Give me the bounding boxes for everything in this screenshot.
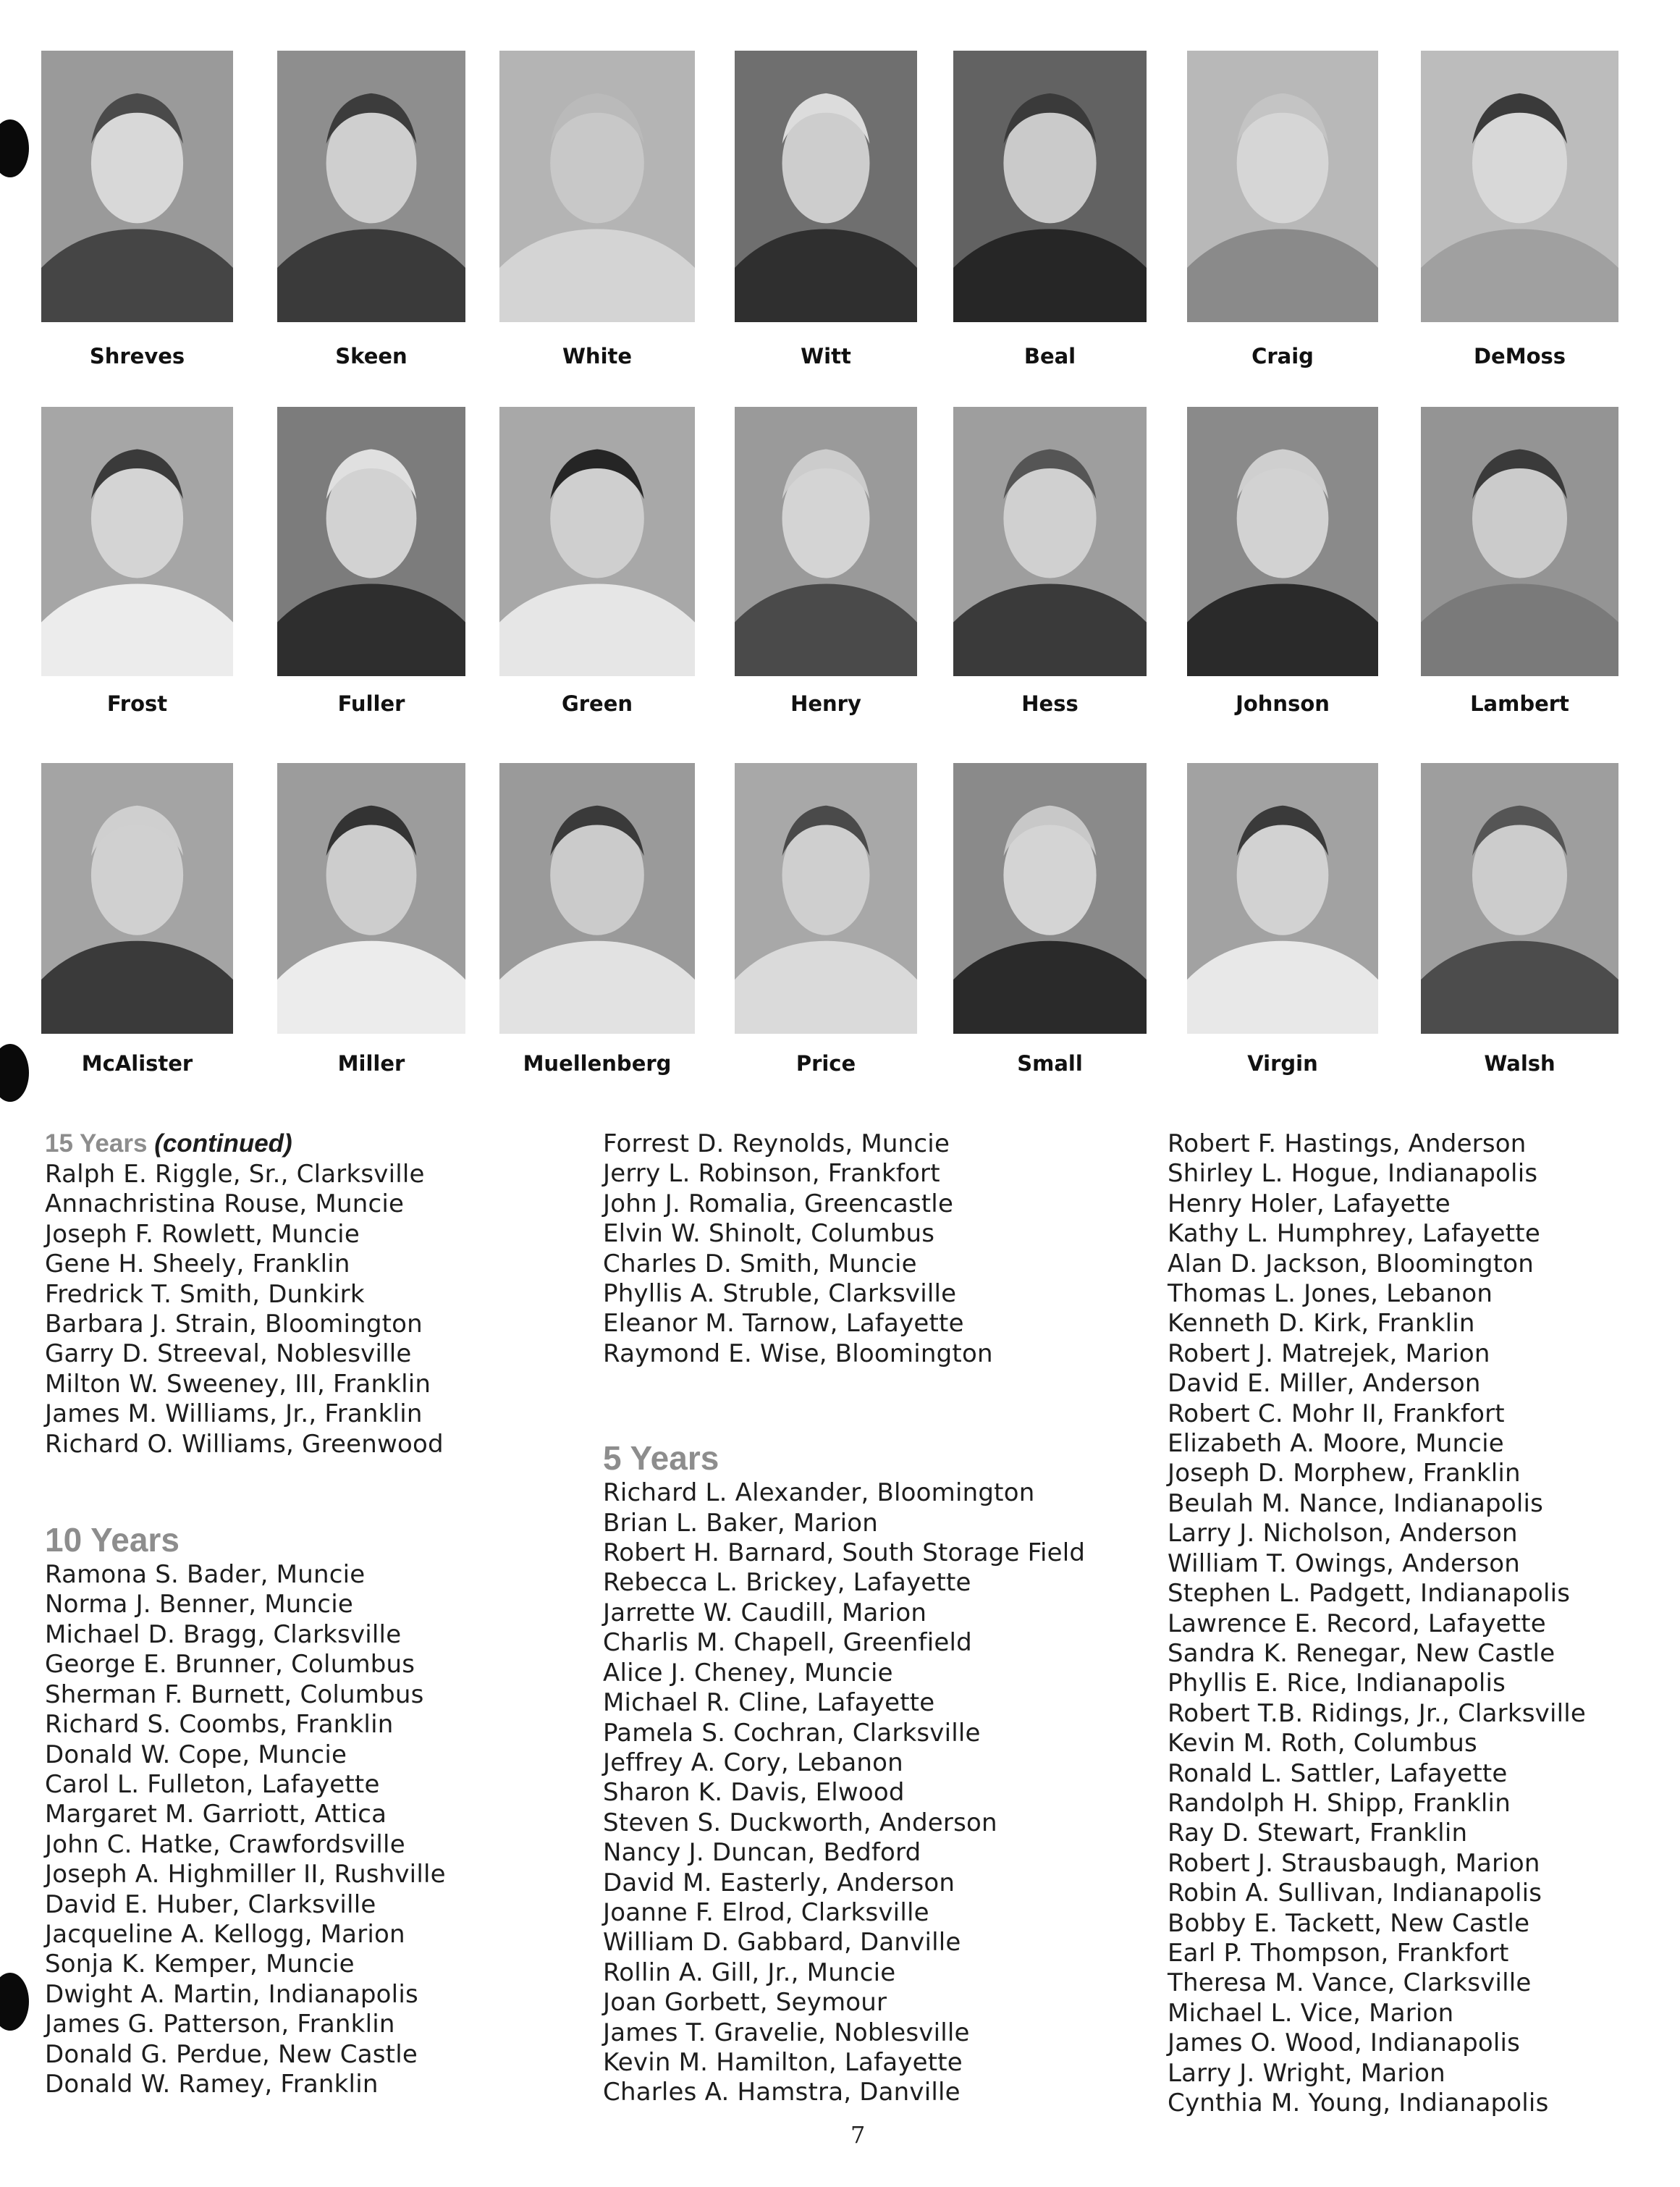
list-item: Richard L. Alexander, Bloomington (603, 1478, 1035, 1508)
list-item: Milton W. Sweeney, III, Franklin (45, 1369, 431, 1399)
portrait-caption: Johnson (1236, 691, 1330, 716)
portrait-cell (1421, 407, 1618, 725)
list-item: Phyllis A. Struble, Clarksville (603, 1279, 957, 1309)
column-right (1168, 1129, 1586, 2118)
list-15-years-continued (603, 1129, 1085, 1369)
list-item: Joanne F. Elrod, Clarksville (603, 1897, 929, 1927)
list-item: Ronald L. Sattler, Lafayette (1168, 1758, 1508, 1788)
list-item: Carol L. Fulleton, Lafayette (45, 1769, 380, 1799)
heading-15-label: 15 Years (45, 1129, 148, 1158)
list-item: Rollin A. Gill, Jr., Muncie (603, 1958, 896, 1987)
portrait-photo (1421, 407, 1618, 676)
portrait-caption: Miller (337, 1051, 405, 1076)
list-item: Jeffrey A. Cory, Lebanon (603, 1748, 903, 1777)
list-5-years-continued (1168, 1129, 1586, 2118)
list-item: Donald G. Perdue, New Castle (45, 2039, 418, 2069)
list-item: George E. Brunner, Columbus (45, 1650, 415, 1680)
list-item: Elizabeth A. Moore, Muncie (1168, 1429, 1504, 1459)
portrait-cell (277, 763, 465, 1082)
portrait-photo (953, 407, 1147, 676)
portrait-caption: Witt (801, 344, 851, 368)
list-item: Joseph F. Rowlett, Muncie (45, 1219, 360, 1249)
portrait-caption: Green (561, 691, 633, 716)
portrait-photo (953, 763, 1147, 1034)
list-item: Jerry L. Robinson, Frankfort (603, 1159, 940, 1189)
list-item: Forrest D. Reynolds, Muncie (603, 1129, 950, 1158)
list-item: James T. Gravelie, Noblesville (603, 2018, 970, 2047)
list-item: William T. Owings, Anderson (1168, 1548, 1520, 1578)
list-item: Larry J. Nicholson, Anderson (1168, 1519, 1518, 1548)
portrait-caption: Skeen (335, 344, 408, 368)
list-10-years (45, 1560, 446, 2099)
list-item: Sharon K. Davis, Elwood (603, 1778, 905, 1808)
portrait-photo (499, 763, 695, 1034)
list-item: Fredrick T. Smith, Dunkirk (45, 1279, 365, 1309)
portrait-caption: Price (795, 1051, 856, 1076)
list-item: John C. Hatke, Crawfordsville (45, 1829, 405, 1859)
list-item: Rebecca L. Brickey, Lafayette (603, 1568, 971, 1598)
list-item: Beulah M. Nance, Indianapolis (1168, 1488, 1544, 1518)
portrait-photo (1421, 51, 1618, 322)
list-5-years (603, 1478, 1085, 2108)
section-heading-15-years (45, 1128, 446, 1160)
list-item: Sandra K. Renegar, New Castle (1168, 1638, 1556, 1668)
list-item: Charles D. Smith, Muncie (603, 1249, 917, 1278)
portrait-caption: Fuller (337, 691, 405, 716)
list-item: Charlis M. Chapell, Greenfield (603, 1628, 972, 1658)
portrait-caption: Virgin (1247, 1051, 1318, 1076)
list-item: Dwight A. Martin, Indianapolis (45, 1979, 418, 2009)
column-middle (603, 1129, 1085, 2108)
list-item: Norma J. Benner, Muncie (45, 1590, 353, 1619)
portrait-cell (1187, 51, 1378, 369)
portrait-cell (499, 407, 695, 725)
list-item: Kathy L. Humphrey, Lafayette (1168, 1219, 1540, 1249)
list-item: Robin A. Sullivan, Indianapolis (1168, 1879, 1542, 1908)
list-item: Alice J. Cheney, Muncie (603, 1658, 893, 1687)
list-item: Larry J. Wright, Marion (1168, 2058, 1445, 2088)
list-item: Michael D. Bragg, Clarksville (45, 1619, 402, 1649)
portrait-photo (1421, 763, 1618, 1034)
portrait-cell (953, 407, 1147, 725)
list-item: Ralph E. Riggle, Sr., Clarksville (45, 1160, 425, 1189)
portrait-caption: White (562, 344, 633, 368)
list-15-years (45, 1160, 446, 1459)
list-item: Lawrence E. Record, Lafayette (1168, 1609, 1546, 1638)
list-item: Raymond E. Wise, Bloomington (603, 1339, 993, 1368)
list-item: Richard S. Coombs, Franklin (45, 1710, 394, 1740)
list-item: Earl P. Thompson, Frankfort (1168, 1938, 1509, 1968)
list-item: Jacqueline A. Kellogg, Marion (45, 1919, 405, 1949)
list-item: Kevin M. Hamilton, Lafayette (603, 2047, 963, 2077)
list-item: Donald W. Ramey, Franklin (45, 2069, 379, 2099)
portrait-caption: Henry (790, 691, 861, 716)
list-item: Thomas L. Jones, Lebanon (1168, 1279, 1493, 1309)
portrait-cell (1421, 763, 1618, 1082)
portrait-cell (735, 407, 917, 725)
list-item: David M. Easterly, Anderson (603, 1868, 955, 1897)
list-item: Nancy J. Duncan, Bedford (603, 1838, 921, 1868)
list-item: Annachristina Rouse, Muncie (45, 1189, 405, 1219)
portrait-caption: Muellenberg (523, 1051, 672, 1076)
list-item: John J. Romalia, Greencastle (603, 1189, 954, 1218)
list-item: Stephen L. Padgett, Indianapolis (1168, 1579, 1571, 1609)
list-item: Margaret M. Garriott, Attica (45, 1800, 387, 1829)
list-item: Brian L. Baker, Marion (603, 1508, 878, 1538)
list-item: Jarrette W. Caudill, Marion (603, 1598, 927, 1627)
list-item: Bobby E. Tackett, New Castle (1168, 1908, 1530, 1938)
portrait-cell (277, 51, 465, 369)
portrait-caption: McAlister (81, 1051, 193, 1076)
portrait-cell (1187, 407, 1378, 725)
portrait-caption: Walsh (1484, 1051, 1556, 1076)
portrait-cell (499, 763, 695, 1082)
list-item: Michael L. Vice, Marion (1168, 1998, 1454, 2028)
portrait-caption: Beal (1023, 344, 1076, 368)
portrait-caption: Small (1017, 1051, 1083, 1076)
list-item: David E. Miller, Anderson (1168, 1369, 1481, 1399)
portrait-cell (41, 51, 233, 369)
portrait-caption: Frost (106, 691, 168, 716)
list-item: Joseph A. Highmiller II, Rushville (45, 1860, 446, 1889)
portrait-caption: Hess (1021, 691, 1079, 716)
list-item: Michael R. Cline, Lafayette (603, 1688, 935, 1718)
list-item: James M. Williams, Jr., Franklin (45, 1399, 423, 1429)
portrait-photo (735, 407, 917, 676)
portrait-cell (41, 763, 233, 1082)
portrait-photo (1187, 51, 1378, 322)
column-left (45, 1128, 446, 2099)
portrait-photo (1187, 763, 1378, 1034)
portrait-cell (953, 51, 1147, 369)
portrait-photo (277, 51, 465, 322)
list-item: Ramona S. Bader, Muncie (45, 1560, 366, 1590)
list-item: Robert J. Strausbaugh, Marion (1168, 1848, 1540, 1878)
portrait-cell (735, 51, 917, 369)
portrait-caption: Craig (1251, 344, 1314, 368)
list-item: Kenneth D. Kirk, Franklin (1168, 1309, 1475, 1339)
list-item: Joseph D. Morphew, Franklin (1168, 1459, 1521, 1488)
list-item: Charles A. Hamstra, Danville (603, 2078, 961, 2107)
portrait-photo (277, 407, 465, 676)
list-item: Robert T.B. Ridings, Jr., Clarksville (1168, 1698, 1587, 1728)
list-item: Randolph H. Shipp, Franklin (1168, 1788, 1511, 1818)
portrait-cell (41, 407, 233, 725)
section-heading-5-years: 5 Years (603, 1439, 719, 1478)
list-item: Elvin W. Shinolt, Columbus (603, 1219, 935, 1249)
list-item: Theresa M. Vance, Clarksville (1168, 1968, 1532, 1998)
portrait-photo (1187, 407, 1378, 676)
punch-hole-bottom (0, 1973, 29, 2031)
portrait-caption: Shreves (89, 344, 185, 368)
list-item: Steven S. Duckworth, Anderson (603, 1808, 997, 1837)
portrait-photo (41, 51, 233, 322)
list-item: Joan Gorbett, Seymour (603, 1988, 887, 2018)
list-item: Henry Holer, Lafayette (1168, 1189, 1451, 1218)
portrait-photo (953, 51, 1147, 322)
list-item: James G. Patterson, Franklin (45, 2010, 395, 2039)
list-item: Phyllis E. Rice, Indianapolis (1168, 1669, 1506, 1698)
list-item: Kevin M. Roth, Columbus (1168, 1729, 1477, 1758)
list-item: Donald W. Cope, Muncie (45, 1740, 347, 1769)
list-item: Richard O. Williams, Greenwood (45, 1429, 444, 1459)
list-item: Pamela S. Cochran, Clarksville (603, 1718, 981, 1748)
page-number: 7 (850, 2121, 866, 2149)
list-item: Robert H. Barnard, South Storage Field (603, 1538, 1086, 1568)
section-heading-10-years: 10 Years (45, 1521, 180, 1559)
portrait-photo (41, 763, 233, 1034)
list-item: Cynthia M. Young, Indianapolis (1168, 2089, 1549, 2118)
list-item: Garry D. Streeval, Noblesville (45, 1339, 412, 1369)
list-item: William D. Gabbard, Danville (603, 1928, 961, 1958)
list-item: Robert J. Matrejek, Marion (1168, 1339, 1490, 1368)
portrait-caption: DeMoss (1473, 344, 1566, 368)
list-item: James O. Wood, Indianapolis (1168, 2028, 1521, 2058)
portrait-cell (1187, 763, 1378, 1082)
portrait-photo (277, 763, 465, 1034)
list-item: Ray D. Stewart, Franklin (1168, 1819, 1468, 1848)
portrait-grid (0, 0, 1680, 1086)
portrait-photo (735, 763, 917, 1034)
portrait-photo (735, 51, 917, 322)
portrait-cell (499, 51, 695, 369)
portrait-photo (41, 407, 233, 676)
list-item: Shirley L. Hogue, Indianapolis (1168, 1159, 1538, 1189)
portrait-cell (277, 407, 465, 725)
list-item: Alan D. Jackson, Bloomington (1168, 1249, 1534, 1278)
list-item: Barbara J. Strain, Bloomington (45, 1310, 423, 1339)
portrait-photo (499, 407, 695, 676)
list-item: David E. Huber, Clarksville (45, 1889, 376, 1919)
portrait-photo (499, 51, 695, 322)
list-item: Sonja K. Kemper, Muncie (45, 1950, 355, 1979)
list-item: Eleanor M. Tarnow, Lafayette (603, 1309, 964, 1339)
portrait-cell (953, 763, 1147, 1082)
list-item: Robert C. Mohr II, Frankfort (1168, 1399, 1505, 1428)
list-item: Robert F. Hastings, Anderson (1168, 1129, 1527, 1158)
portrait-cell (735, 763, 917, 1082)
portrait-cell (1421, 51, 1618, 369)
heading-continued: (continued) (154, 1129, 292, 1158)
list-item: Sherman F. Burnett, Columbus (45, 1680, 424, 1709)
list-item: Gene H. Sheely, Franklin (45, 1250, 350, 1279)
portrait-caption: Lambert (1470, 691, 1569, 716)
